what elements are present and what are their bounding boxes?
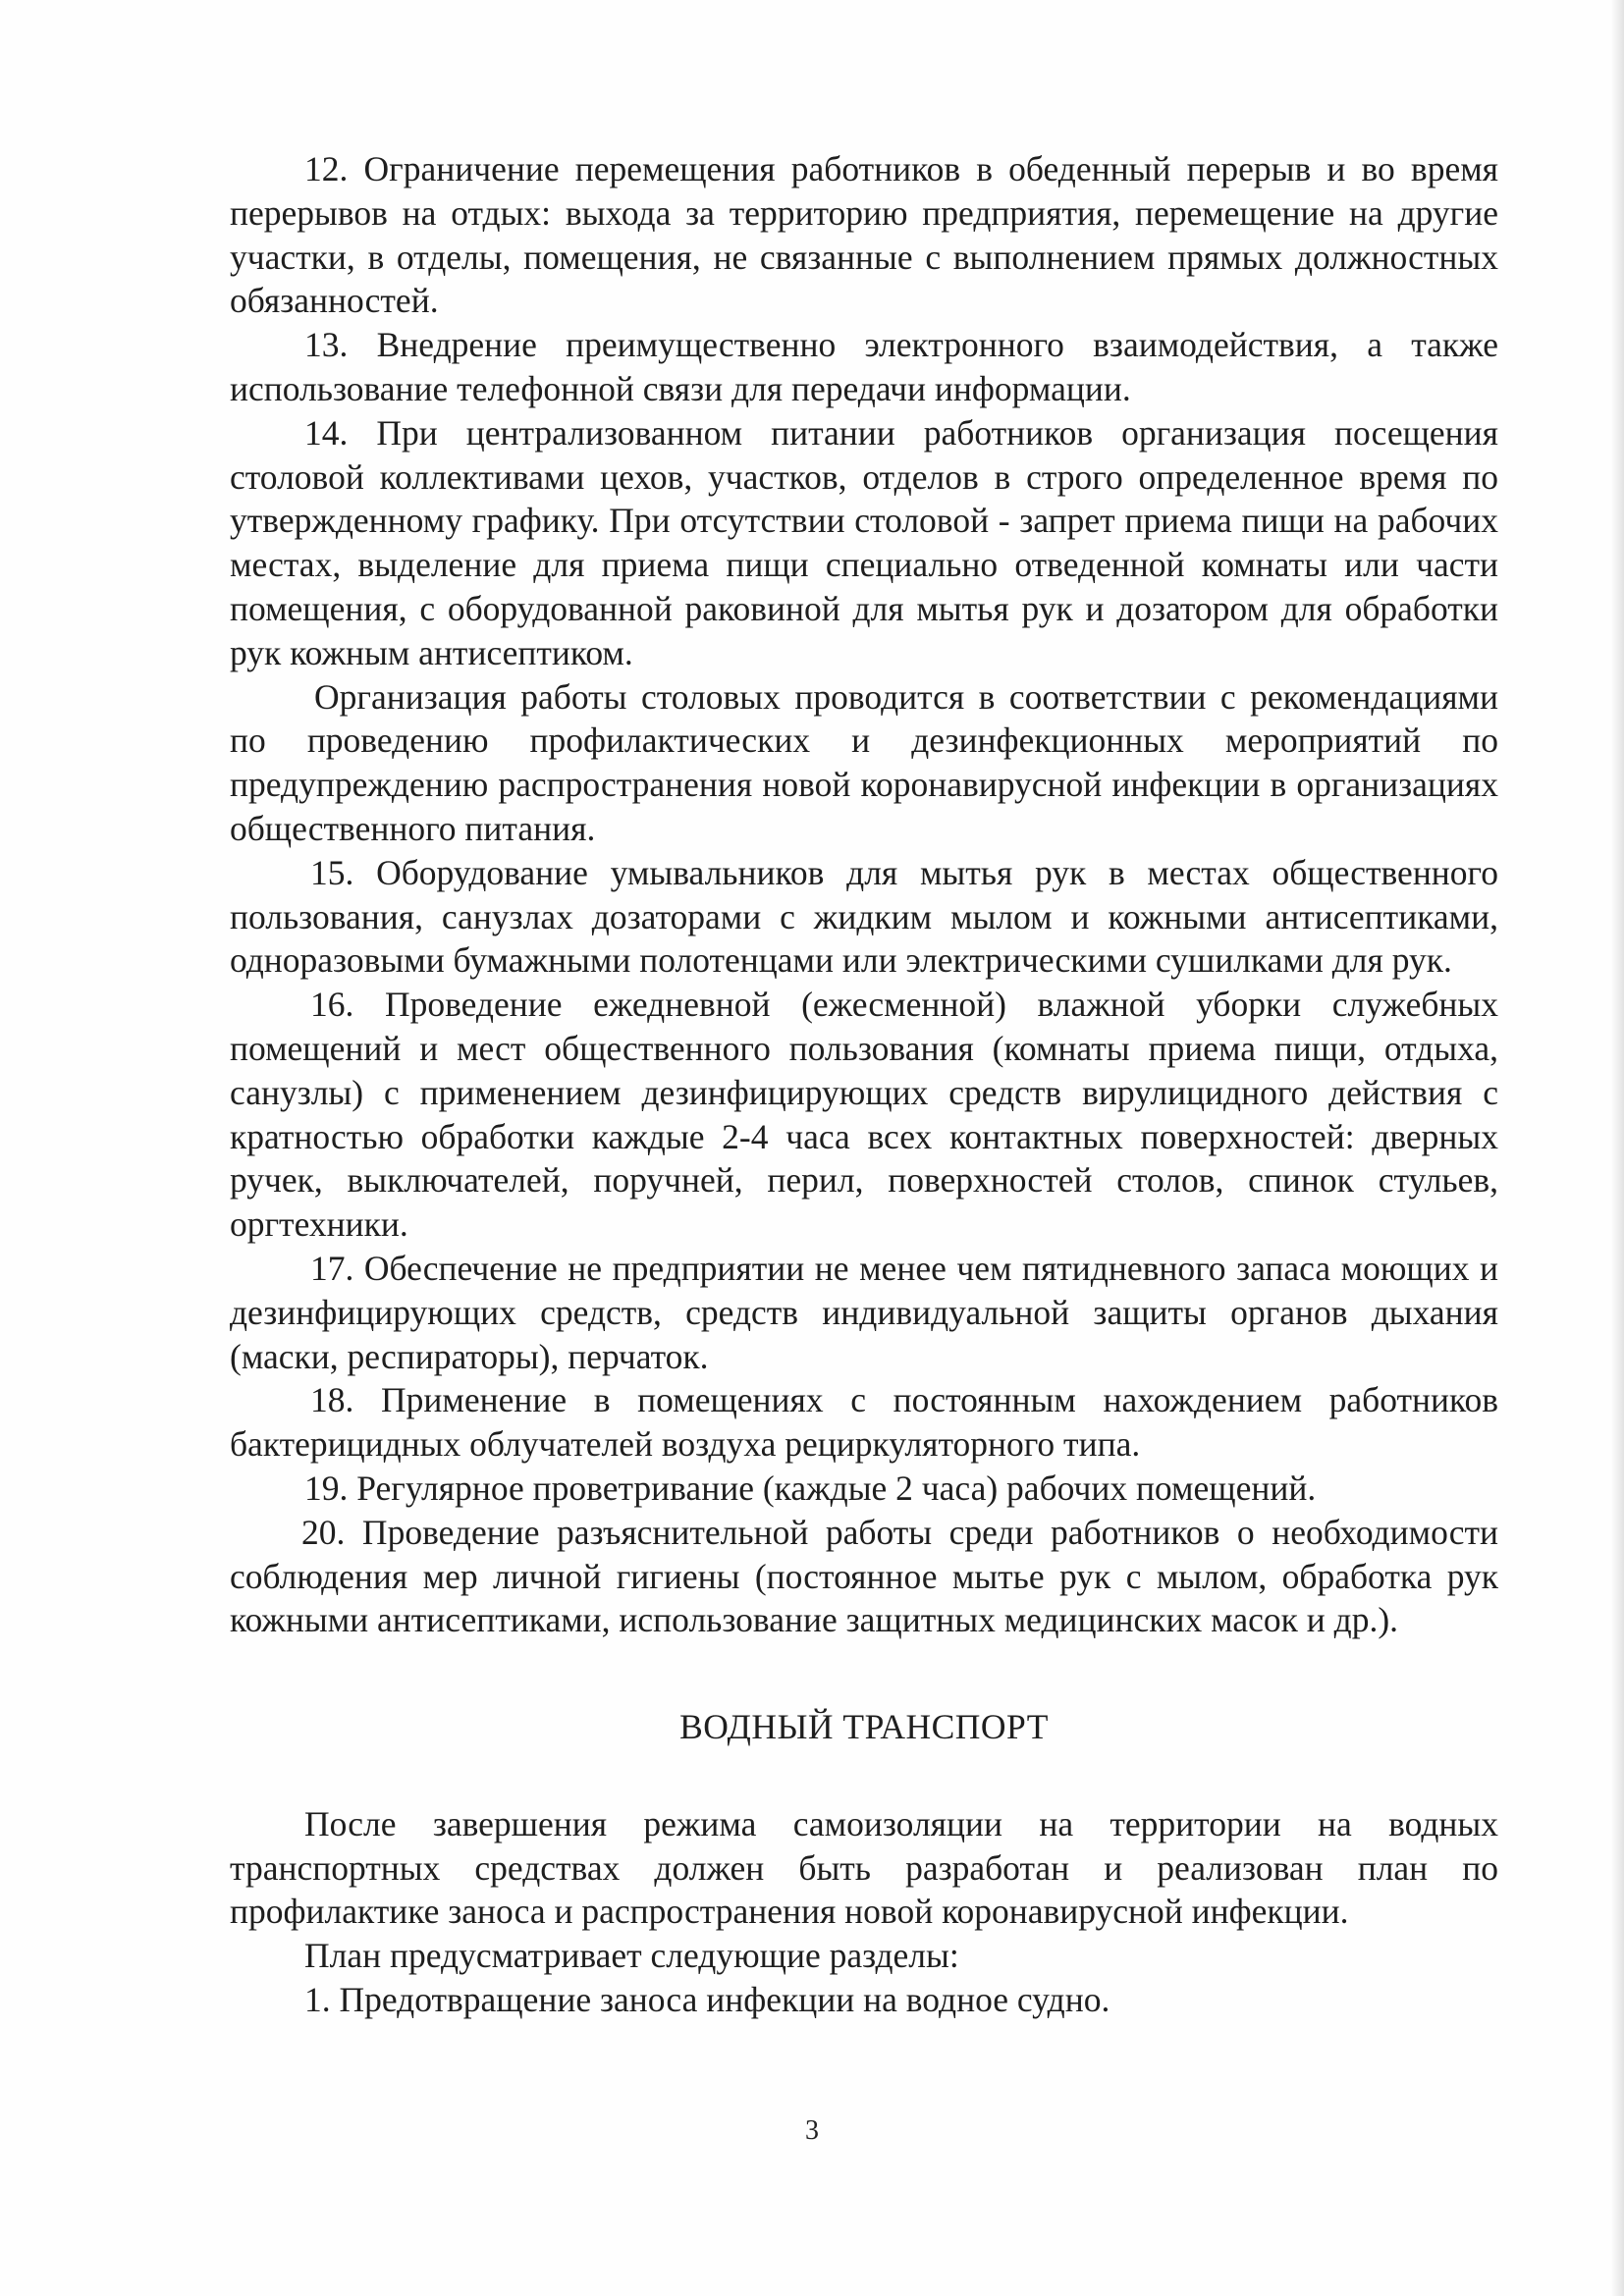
section-paragraph-intro: После завершения режима самоизоляции на территории на водных транспортных средствах должен быть разработан и реализован план по профилактике заноса и распространения новой коронавирусной инфекции.	[230, 1803, 1498, 1932]
paragraph-12: 12. Ограничение перемещения работников в обеденный перерыв и во время перерывов на отдых: выхода за территорию предприятия, перемещение на другие участки, в отделы, помещения, не связанные с выполнением прямых должностных обязанностей.	[230, 149, 1498, 321]
document-body	[230, 147, 1498, 2022]
section-paragraph-item-1: 1. Предотвращение заноса инфекции на водное судно.	[304, 1980, 1110, 2020]
paragraph-15: 15. Оборудование умывальников для мытья рук в местах общественного пользования, санузлах дозаторами с жидким мылом и кожными антисептиками, одноразовыми бумажными полотенцами или электрическими сушилками для рук.	[230, 852, 1498, 981]
section-paragraph-plan: План предусматривает следующие разделы:	[304, 1936, 959, 1976]
paragraph-14: 14. При централизованном питании работников организация посещения столовой коллективами цехов, участков, отделов в строго определенное время по утвержденному графику. При отсутствии столовой - запрет приема пищи на рабочих местах, выделение для приема пищи специально отведенной комнаты или части помещения, с оборудованной раковиной для мытья рук и дозатором для обработки рук кожным антисептиком.	[230, 412, 1498, 672]
section-heading: ВОДНЫЙ ТРАНСПОРТ	[679, 1707, 1049, 1747]
paragraph-16: 16. Проведение ежедневной (ежесменной) влажной уборки служебных помещений и мест общественного пользования (комнаты приема пищи, отдыха, санузлы) с применением дезинфицирующих средств вирулицидного действия с кратностью обработки каждые 2-4 часа всех контактных поверхностей: дверных ручек, выключателей, поручней, перил, поверхностей столов, спинок стульев, оргтехники.	[230, 985, 1498, 1245]
paragraph-17: 17. Обеспечение не предприятии не менее чем пятидневного запаса моющих и дезинфицирующих средств, средств индивидуальной защиты органов дыхания (маски, респираторы), перчаток.	[230, 1248, 1498, 1376]
paragraph-canteen: Организация работы столовых проводится в соответствии с рекомендациями по проведению профилактических и дезинфекционных мероприятий по предупреждению распространения новой коронавирусной инфекции в организациях общественного питания.	[230, 676, 1498, 848]
scan-edge	[1610, 0, 1624, 2296]
page-number: 3	[805, 2115, 819, 2146]
paragraph-18: 18. Применение в помещениях с постоянным нахождением работников бактерицидных облучателей воздуха рециркуляторного типа.	[230, 1380, 1498, 1465]
paragraph-13: 13. Внедрение преимущественно электронного взаимодействия, а также использование телефонной связи для передачи информации.	[230, 325, 1498, 408]
paragraph-20: 20. Проведение разъяснительной работы среди работников о необходимости соблюдения мер личной гигиены (постоянное мытье рук с мылом, обработка рук кожными антисептиками, использование защитных медицинских масок и др.).	[230, 1512, 1498, 1640]
paragraph-19: 19. Регулярное проветривание (каждые 2 часа) рабочих помещений.	[304, 1468, 1317, 1508]
